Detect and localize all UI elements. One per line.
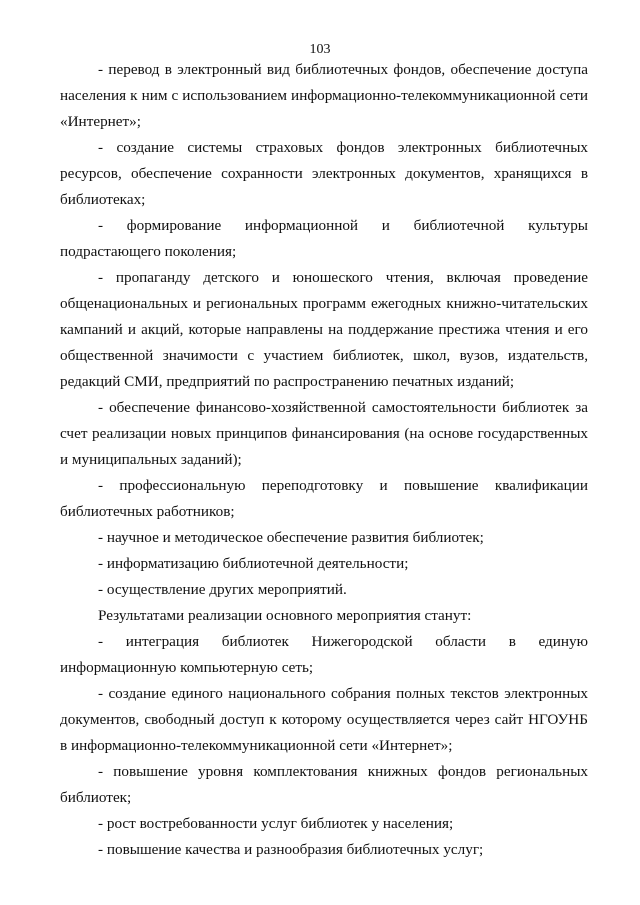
paragraph-other-activities: - осуществление других мероприятий. xyxy=(98,581,347,598)
paragraph-integration: - интеграция библиотек Нижегородской области в единую информационную компьютерную сеть; xyxy=(60,633,588,676)
paragraph-digitization: - перевод в электронный вид библиотечных фондов, обеспечение доступа населения к ним с использованием информационно-телекоммуникационной сети «Интернет»; xyxy=(60,61,588,130)
paragraph-reading-promotion: - пропаганду детского и юношеского чтения, включая проведение общенациональных и региональных программ ежегодных книжно-читательских кампаний и акций, которые направлены на поддержание престижа чтения и его общественной значимости с участием библиотек, школ, вузов, издательств, редакций СМИ, предприятий по распространению печатных изданий; xyxy=(60,269,588,390)
paragraph-national-collection: - создание единого национального собрания полных текстов электронных документов, свободный доступ к которому осуществляется через сайт НГОУНБ в информационно-телекоммуникационной сети «Интернет»; xyxy=(60,685,588,754)
paragraph-insurance-funds: - создание системы страховых фондов электронных библиотечных ресурсов, обеспечение сохранности электронных документов, хранящихся в библиотеках; xyxy=(60,139,588,208)
page-number: 103 xyxy=(309,42,331,57)
paragraph-demand-growth: - рост востребованности услуг библиотек у населения; xyxy=(98,815,454,832)
paragraph-retraining: - профессиональную переподготовку и повышение квалификации библиотечных работников; xyxy=(60,477,588,520)
paragraph-service-quality: - повышение качества и разнообразия библиотечных услуг; xyxy=(98,841,484,858)
paragraph-informatization: - информатизацию библиотечной деятельности; xyxy=(98,555,409,572)
document-body xyxy=(60,57,588,863)
paragraph-results-intro: Результатами реализации основного мероприятия станут: xyxy=(98,607,472,624)
paragraph-financial-independence: - обеспечение финансово-хозяйственной самостоятельности библиотек за счет реализации новых принципов финансирования (на основе государственных и муниципальных заданий); xyxy=(60,399,588,468)
paragraph-acquisition-level: - повышение уровня комплектования книжных фондов региональных библиотек; xyxy=(60,763,588,806)
paragraph-scientific-support: - научное и методическое обеспечение развития библиотек; xyxy=(98,529,484,546)
paragraph-library-culture: - формирование информационной и библиотечной культуры подрастающего поколения; xyxy=(60,217,588,260)
